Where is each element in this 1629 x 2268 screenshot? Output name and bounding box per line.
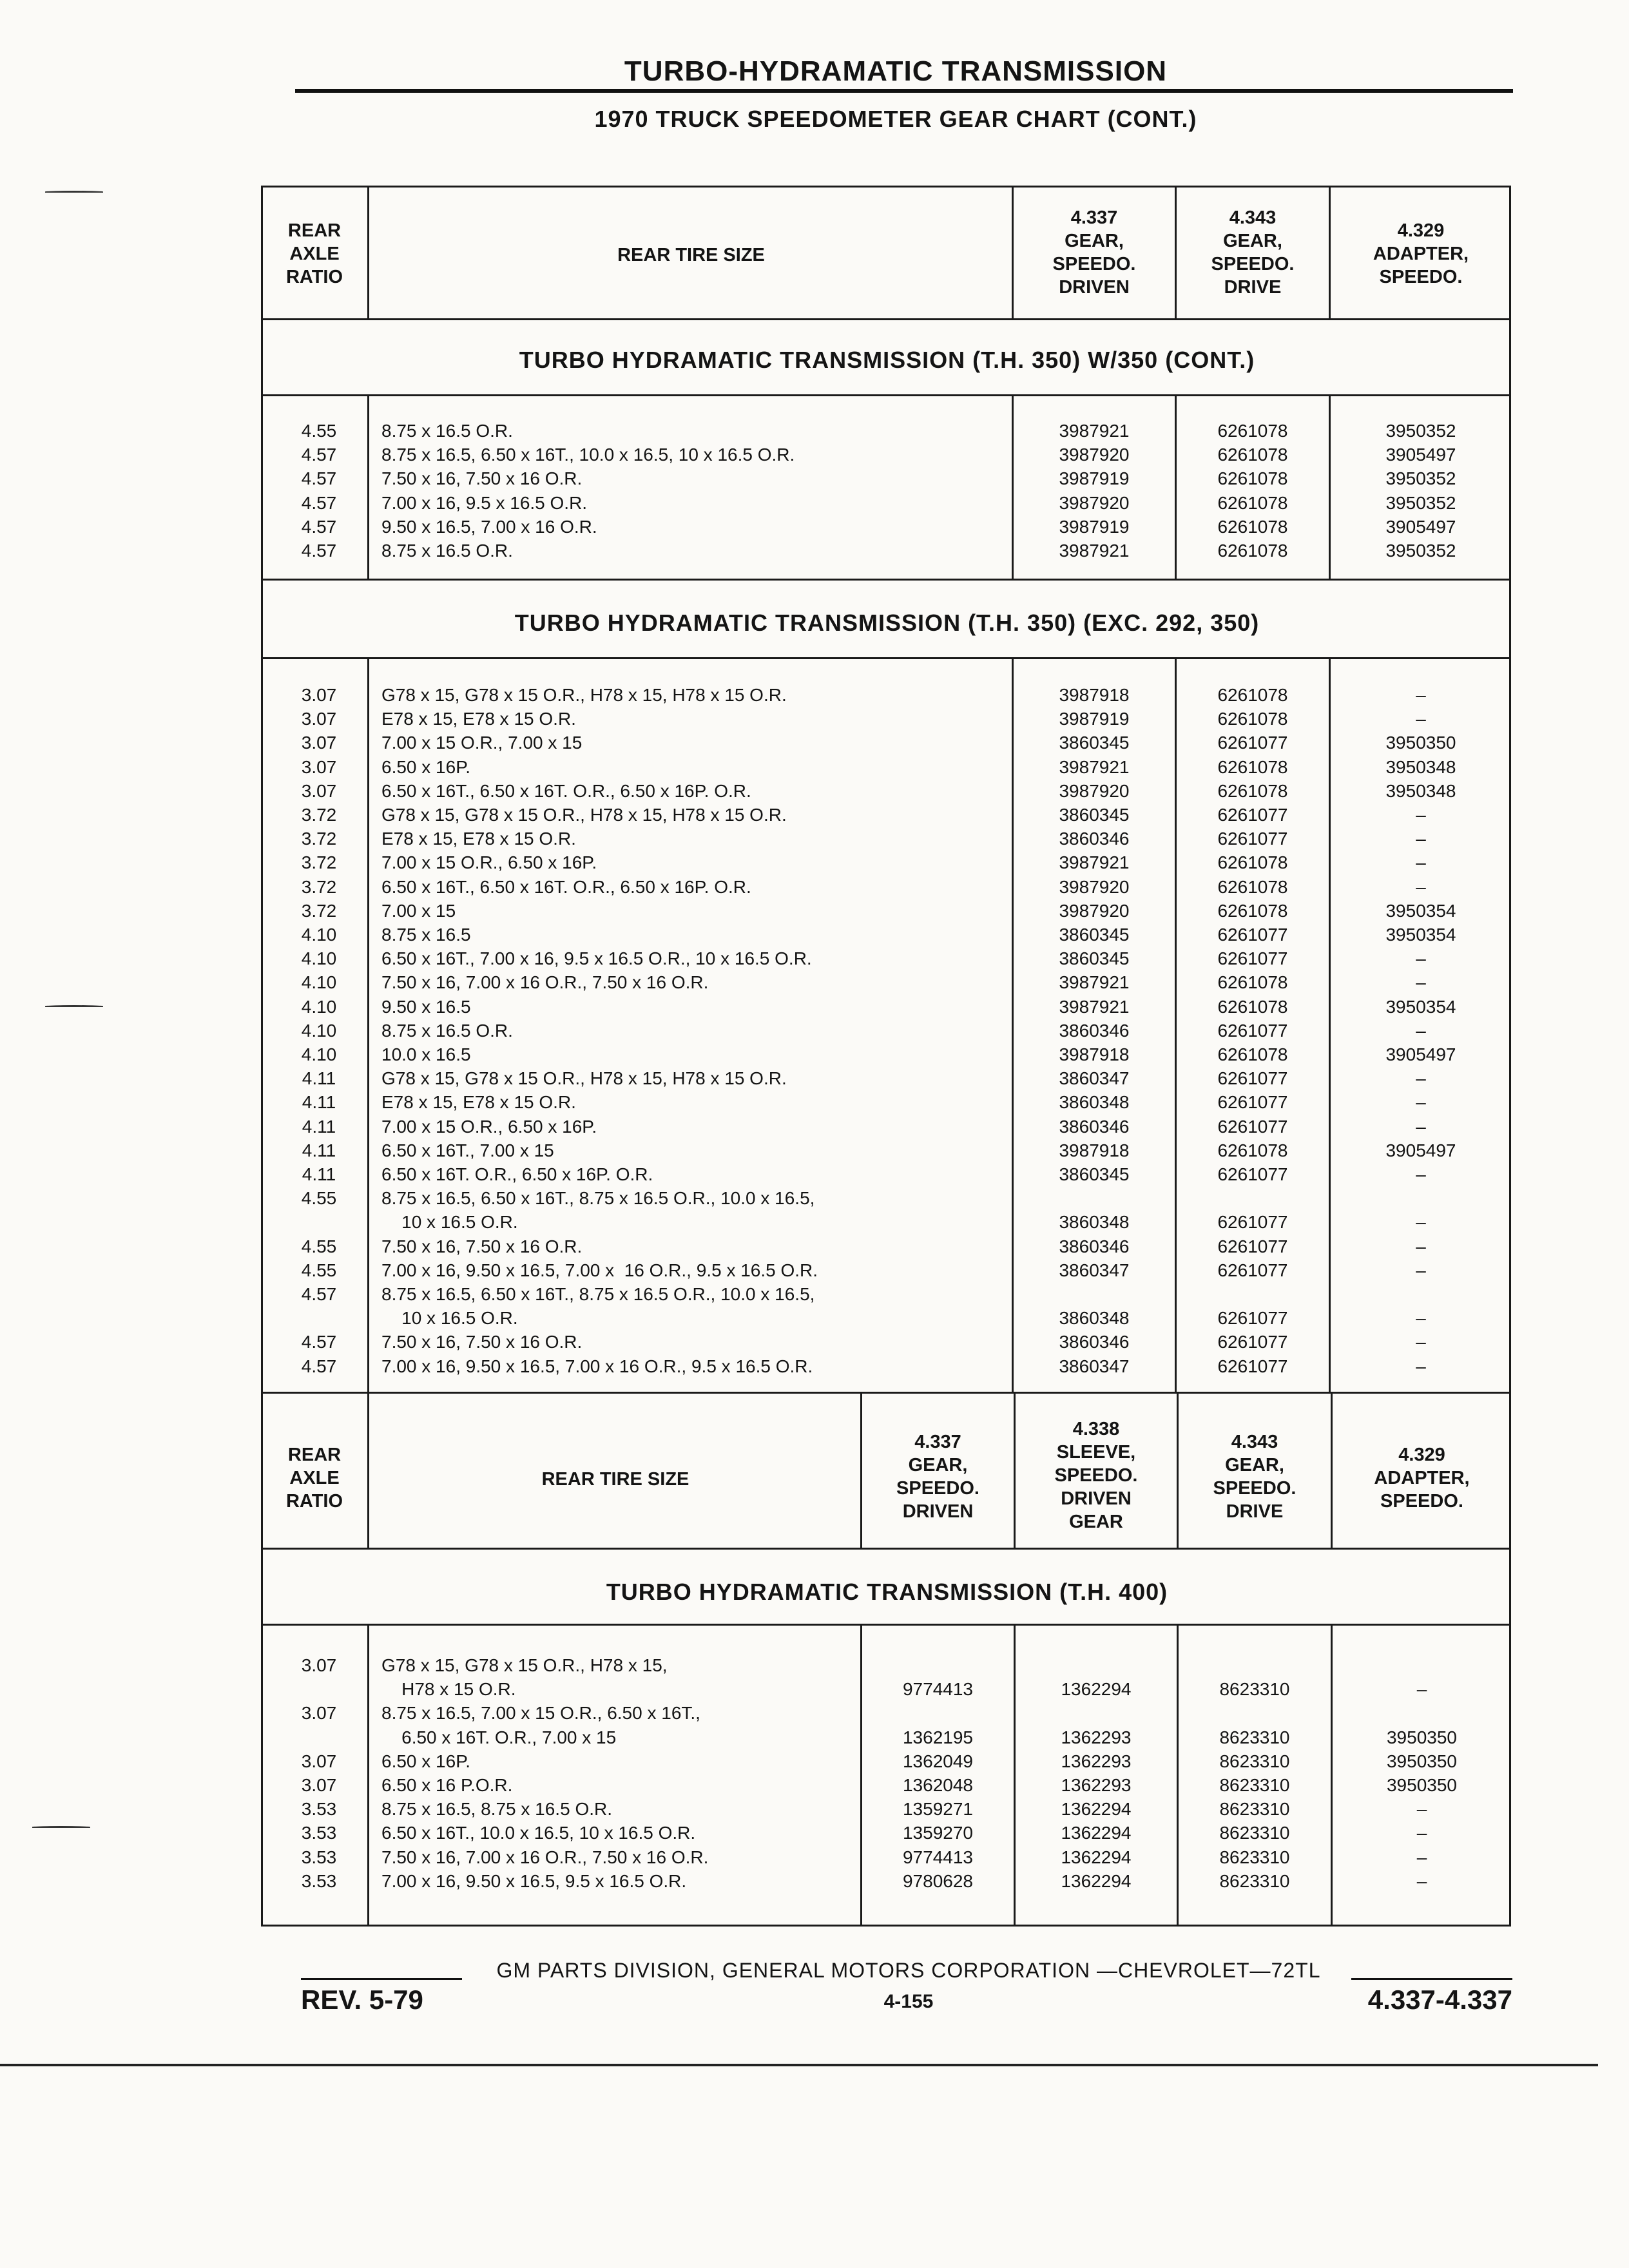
speedo-adapter-cell: – bbox=[1416, 1799, 1427, 1820]
speedo-driven-gear-cell: 1359271 bbox=[902, 1799, 973, 1820]
speedo-adapter-cell: 3950350 bbox=[1386, 1751, 1457, 1771]
axle-ratio-cell: 4.57 bbox=[301, 541, 337, 561]
table-rule bbox=[1177, 1392, 1179, 1548]
section-title-th400: TURBO HYDRAMATIC TRANSMISSION (T.H. 400) bbox=[606, 1579, 1168, 1605]
axle-ratio-cell: 3.07 bbox=[301, 1703, 337, 1724]
axle-ratio-cell: 4.10 bbox=[301, 925, 337, 945]
tire-size-cell: 9.50 x 16.5 bbox=[381, 996, 471, 1017]
table-rule bbox=[1331, 1392, 1333, 1548]
tire-size-cell: E78 x 15, E78 x 15 O.R. bbox=[381, 1092, 576, 1113]
tire-size-cell: 7.00 x 15 O.R., 6.50 x 16P. bbox=[381, 852, 597, 873]
speedo-drive-gear-cell: 6261077 bbox=[1217, 733, 1288, 753]
axle-ratio-cell: 4.57 bbox=[301, 1284, 337, 1304]
speedo-driven-gear-cell: 1362048 bbox=[902, 1775, 973, 1795]
speedo-adapter-cell: – bbox=[1416, 829, 1426, 849]
table-rule bbox=[367, 186, 369, 318]
axle-ratio-cell: 4.57 bbox=[301, 516, 337, 537]
speedo-drive-gear-cell: 6261077 bbox=[1217, 948, 1288, 969]
speedo-driven-gear-cell: 3987919 bbox=[1059, 709, 1130, 729]
speedo-driven-gear-cell: 3987921 bbox=[1059, 541, 1130, 561]
speedo-driven-gear-cell: 3987920 bbox=[1059, 492, 1130, 513]
speedo-drive-gear-cell: 6261078 bbox=[1217, 996, 1288, 1017]
speedo-driven-gear-cell: 1359270 bbox=[902, 1823, 973, 1843]
table-rule bbox=[1329, 186, 1331, 318]
speedo-drive-gear-cell: 6261078 bbox=[1217, 876, 1288, 897]
speedo-adapter-cell: – bbox=[1416, 1260, 1426, 1280]
speedo-drive-gear-cell: 6261078 bbox=[1217, 780, 1288, 801]
axle-ratio-cell: 3.72 bbox=[301, 876, 337, 897]
axle-ratio-cell: 3.07 bbox=[301, 709, 337, 729]
table-rule bbox=[860, 1392, 862, 1548]
table-rule bbox=[1329, 657, 1331, 1392]
speedo-driven-gear-cell: 9774413 bbox=[902, 1679, 973, 1700]
speedo-adapter-cell: 3950354 bbox=[1385, 900, 1456, 921]
axle-ratio-cell: 4.10 bbox=[301, 996, 337, 1017]
speedo-driven-gear-cell: 3860346 bbox=[1059, 1236, 1130, 1256]
tire-size-cell: E78 x 15, E78 x 15 O.R. bbox=[381, 709, 576, 729]
tire-size-cell: G78 x 15, G78 x 15 O.R., H78 x 15, H78 x 15 O.R. bbox=[381, 1068, 787, 1089]
table-rule bbox=[1177, 1624, 1179, 1927]
tire-size-cell: 7.00 x 16, 9.5 x 16.5 O.R. bbox=[381, 492, 588, 513]
speedo-drive-gear-cell: 6261078 bbox=[1217, 900, 1288, 921]
speedo-drive-gear-cell: 8623310 bbox=[1219, 1775, 1290, 1795]
speedo-adapter-cell: – bbox=[1416, 1870, 1427, 1891]
speedo-drive-gear-cell: 6261077 bbox=[1217, 925, 1288, 945]
speedo-driven-gear-cell: 9774413 bbox=[902, 1847, 973, 1867]
tire-size-cell: 6.50 x 16T., 10.0 x 16.5, 10 x 16.5 O.R. bbox=[381, 1823, 696, 1843]
tire-size-cell: 8.75 x 16.5, 8.75 x 16.5 O.R. bbox=[381, 1799, 612, 1820]
axle-ratio-cell: 3.53 bbox=[301, 1847, 337, 1867]
axle-ratio-cell: 3.53 bbox=[301, 1823, 337, 1843]
speedo-adapter-cell: – bbox=[1416, 1212, 1426, 1233]
axle-ratio-cell: 3.07 bbox=[301, 1655, 337, 1675]
speedo-driven-gear-cell: 3860345 bbox=[1059, 925, 1130, 945]
axle-ratio-cell: 4.11 bbox=[302, 1140, 336, 1160]
speedo-driven-gear-cell: 1362195 bbox=[902, 1727, 973, 1747]
speedo-driven-gear-cell: 3987920 bbox=[1059, 780, 1130, 801]
axle-ratio-cell: 4.55 bbox=[301, 421, 337, 441]
table-rule bbox=[1012, 186, 1014, 318]
tire-size-cell: 6.50 x 16T., 7.00 x 15 bbox=[381, 1140, 554, 1160]
axle-ratio-cell: 4.57 bbox=[301, 1356, 337, 1376]
speedo-driven-gear-cell: 3987921 bbox=[1059, 996, 1130, 1017]
table-rule bbox=[261, 1548, 1511, 1550]
table-rule bbox=[860, 1624, 862, 1927]
tire-size-cell: 8.75 x 16.5 O.R. bbox=[381, 1020, 513, 1041]
speedo-adapter-cell: 3950352 bbox=[1385, 541, 1456, 561]
speedo-driven-gear-cell: 3987920 bbox=[1059, 445, 1130, 465]
speedo-adapter-cell: – bbox=[1416, 805, 1426, 825]
speedo-adapter-cell: 3950348 bbox=[1385, 756, 1456, 777]
speedo-drive-gear-cell: 6261077 bbox=[1217, 1356, 1288, 1376]
table-rule bbox=[1012, 394, 1014, 579]
tire-size-cell: 7.00 x 16, 9.50 x 16.5, 7.00 x 16 O.R., 9.5 x 16.5 O.R. bbox=[381, 1260, 818, 1280]
axle-ratio-cell: 3.07 bbox=[301, 733, 337, 753]
table2-header-rear-tire-size: REAR TIRE SIZE bbox=[541, 1469, 689, 1490]
axle-ratio-cell: 4.10 bbox=[301, 1044, 337, 1064]
speedo-driven-gear-cell: 3860347 bbox=[1059, 1356, 1130, 1376]
tire-size-cell: 6.50 x 16P. bbox=[381, 1751, 471, 1771]
speedo-adapter-cell: – bbox=[1416, 1164, 1426, 1184]
tire-size-cell: 8.75 x 16.5 O.R. bbox=[381, 541, 513, 561]
speedo-adapter-cell: 3950350 bbox=[1386, 1727, 1457, 1747]
table-rule bbox=[1014, 1624, 1016, 1927]
speedo-driven-gear-cell: 9780628 bbox=[902, 1870, 973, 1891]
speedo-driven-gear-cell: 3860346 bbox=[1059, 1332, 1130, 1352]
speedo-adapter-cell: – bbox=[1416, 852, 1426, 873]
header-rear-axle-ratio: REAR AXLE RATIO bbox=[285, 220, 343, 287]
tire-size-cell: G78 x 15, G78 x 15 O.R., H78 x 15, bbox=[381, 1655, 668, 1675]
tire-size-cell: 6.50 x 16 P.O.R. bbox=[381, 1775, 513, 1795]
binder-mark bbox=[45, 191, 103, 193]
section-title-th350-w350: TURBO HYDRAMATIC TRANSMISSION (T.H. 350) W/350 (CONT.) bbox=[519, 347, 1255, 373]
speedo-drive-gear-cell: 8623310 bbox=[1219, 1799, 1290, 1820]
chart-subtitle: 1970 TRUCK SPEEDOMETER GEAR CHART (CONT.) bbox=[594, 106, 1197, 132]
tire-size-cell: 6.50 x 16T., 6.50 x 16T. O.R., 6.50 x 16P. O.R. bbox=[381, 876, 751, 897]
header-adapter-speedo: 4.329 ADAPTER, SPEEDO. bbox=[1373, 220, 1469, 287]
table2-header-sleeve-speedo-driven-gear: 4.338 SLEEVE, SPEEDO. DRIVEN GEAR bbox=[1054, 1419, 1138, 1532]
axle-ratio-cell: 4.57 bbox=[301, 445, 337, 465]
speedo-adapter-cell: – bbox=[1416, 972, 1426, 993]
speedo-drive-gear-cell: 6261077 bbox=[1217, 1020, 1288, 1041]
table2-header-adapter-speedo: 4.329 ADAPTER, SPEEDO. bbox=[1374, 1445, 1470, 1512]
footer-rule-right bbox=[1351, 1978, 1512, 1980]
tire-size-cell: 8.75 x 16.5 O.R. bbox=[381, 421, 513, 441]
axle-ratio-cell: 3.72 bbox=[301, 852, 337, 873]
tire-size-cell: 7.50 x 16, 7.00 x 16 O.R., 7.50 x 16 O.R. bbox=[381, 1847, 709, 1867]
axle-ratio-cell: 3.07 bbox=[301, 780, 337, 801]
binder-mark bbox=[32, 1826, 90, 1828]
tire-size-cell: 10.0 x 16.5 bbox=[381, 1044, 471, 1064]
speedo-driven-gear-cell: 3987919 bbox=[1059, 468, 1130, 489]
speedo-sleeve-cell: 1362294 bbox=[1061, 1799, 1132, 1820]
table-rule bbox=[367, 394, 369, 579]
tire-size-cell: 6.50 x 16P. bbox=[381, 756, 471, 777]
tire-size-cell: 6.50 x 16T., 6.50 x 16T. O.R., 6.50 x 16P. O.R. bbox=[381, 780, 751, 801]
speedo-driven-gear-cell: 3860347 bbox=[1059, 1260, 1130, 1280]
speedo-drive-gear-cell: 6261078 bbox=[1217, 709, 1288, 729]
speedo-driven-gear-cell: 3987921 bbox=[1059, 852, 1130, 873]
axle-ratio-cell: 4.11 bbox=[302, 1116, 336, 1137]
speedo-adapter-cell: – bbox=[1416, 709, 1426, 729]
table-rule bbox=[261, 394, 1511, 396]
tire-size-cell: 7.00 x 16, 9.50 x 16.5, 9.5 x 16.5 O.R. bbox=[381, 1870, 687, 1891]
speedo-drive-gear-cell: 6261078 bbox=[1217, 685, 1288, 705]
table2-header-rear-axle-ratio: REAR AXLE RATIO bbox=[285, 1445, 343, 1512]
axle-ratio-cell: 3.07 bbox=[301, 756, 337, 777]
table-rule bbox=[367, 1392, 369, 1548]
tire-size-cell: 10 x 16.5 O.R. bbox=[381, 1212, 518, 1233]
speedo-driven-gear-cell: 3860348 bbox=[1059, 1212, 1130, 1233]
axle-ratio-cell: 4.11 bbox=[302, 1092, 336, 1113]
speedo-driven-gear-cell: 3987921 bbox=[1059, 756, 1130, 777]
speedo-drive-gear-cell: 6261077 bbox=[1217, 1236, 1288, 1256]
speedo-adapter-cell: 3950354 bbox=[1385, 996, 1456, 1017]
table-rule bbox=[1175, 186, 1177, 318]
speedo-drive-gear-cell: 6261077 bbox=[1217, 1212, 1288, 1233]
axle-ratio-cell: 3.53 bbox=[301, 1870, 337, 1891]
axle-ratio-cell: 3.07 bbox=[301, 1775, 337, 1795]
speedo-drive-gear-cell: 8623310 bbox=[1219, 1727, 1290, 1747]
speedo-drive-gear-cell: 6261078 bbox=[1217, 468, 1288, 489]
speedo-driven-gear-cell: 3987918 bbox=[1059, 1140, 1130, 1160]
speedo-adapter-cell: – bbox=[1416, 1308, 1426, 1329]
speedo-sleeve-cell: 1362293 bbox=[1061, 1727, 1132, 1747]
table-rule bbox=[1331, 1624, 1333, 1927]
speedo-adapter-cell: 3950352 bbox=[1385, 468, 1456, 489]
table-rule bbox=[261, 579, 1511, 581]
axle-ratio-cell: 4.57 bbox=[301, 1332, 337, 1352]
tire-size-cell: G78 x 15, G78 x 15 O.R., H78 x 15, H78 x 15 O.R. bbox=[381, 805, 787, 825]
speedo-drive-gear-cell: 6261078 bbox=[1217, 516, 1288, 537]
speedo-sleeve-cell: 1362294 bbox=[1061, 1823, 1132, 1843]
title-rule bbox=[295, 89, 1513, 93]
table-rule bbox=[261, 1624, 1511, 1626]
footer-publisher: GM PARTS DIVISION, GENERAL MOTORS CORPORATION —CHEVROLET—72TL bbox=[496, 1959, 1321, 1982]
tire-size-cell: 9.50 x 16.5, 7.00 x 16 O.R. bbox=[381, 516, 597, 537]
speedo-adapter-cell: 3905497 bbox=[1385, 445, 1456, 465]
table-rule bbox=[1014, 1392, 1016, 1548]
tire-size-cell: 7.50 x 16, 7.50 x 16 O.R. bbox=[381, 1236, 583, 1256]
speedo-driven-gear-cell: 3987921 bbox=[1059, 972, 1130, 993]
tire-size-cell: 8.75 x 16.5, 7.00 x 15 O.R., 6.50 x 16T., bbox=[381, 1703, 700, 1724]
table2-header-gear-speedo-driven: 4.337 GEAR, SPEEDO. DRIVEN bbox=[896, 1432, 979, 1522]
tire-size-cell: 7.00 x 16, 9.50 x 16.5, 7.00 x 16 O.R., 9.5 x 16.5 O.R. bbox=[381, 1356, 813, 1376]
table-rule bbox=[1012, 657, 1014, 1392]
axle-ratio-cell: 4.57 bbox=[301, 492, 337, 513]
speedo-sleeve-cell: 1362293 bbox=[1061, 1775, 1132, 1795]
speedo-adapter-cell: – bbox=[1416, 1356, 1426, 1376]
speedo-drive-gear-cell: 6261077 bbox=[1217, 805, 1288, 825]
speedo-adapter-cell: – bbox=[1416, 1068, 1426, 1089]
page-title: TURBO-HYDRAMATIC TRANSMISSION bbox=[624, 55, 1168, 87]
axle-ratio-cell: 3.72 bbox=[301, 900, 337, 921]
table2-header-gear-speedo-drive: 4.343 GEAR, SPEEDO. DRIVE bbox=[1213, 1432, 1296, 1522]
table-rule bbox=[1329, 394, 1331, 579]
speedo-adapter-cell: – bbox=[1416, 1847, 1427, 1867]
table-rule bbox=[261, 657, 1511, 659]
tire-size-cell: 6.50 x 16T. O.R., 6.50 x 16P. O.R. bbox=[381, 1164, 653, 1184]
speedo-drive-gear-cell: 6261077 bbox=[1217, 1164, 1288, 1184]
tire-size-cell: 7.00 x 15 O.R., 7.00 x 15 bbox=[381, 733, 583, 753]
speedo-driven-gear-cell: 3860347 bbox=[1059, 1068, 1130, 1089]
tire-size-cell: 7.50 x 16, 7.00 x 16 O.R., 7.50 x 16 O.R. bbox=[381, 972, 709, 993]
speedo-sleeve-cell: 1362294 bbox=[1061, 1679, 1132, 1700]
tire-size-cell: 8.75 x 16.5, 6.50 x 16T., 10.0 x 16.5, 10 x 16.5 O.R. bbox=[381, 445, 795, 465]
speedo-drive-gear-cell: 6261077 bbox=[1217, 1308, 1288, 1329]
axle-ratio-cell: 3.72 bbox=[301, 805, 337, 825]
footer-revision: REV. 5-79 bbox=[301, 1984, 423, 2015]
table-rule bbox=[1175, 394, 1177, 579]
speedo-driven-gear-cell: 3860345 bbox=[1059, 948, 1130, 969]
tire-size-cell: 8.75 x 16.5, 6.50 x 16T., 8.75 x 16.5 O.R., 10.0 x 16.5, bbox=[381, 1284, 815, 1304]
speedo-driven-gear-cell: 3860348 bbox=[1059, 1092, 1130, 1113]
speedo-adapter-cell: – bbox=[1416, 1092, 1426, 1113]
axle-ratio-cell: 4.10 bbox=[301, 1020, 337, 1041]
axle-ratio-cell: 4.10 bbox=[301, 972, 337, 993]
axle-ratio-cell: 3.53 bbox=[301, 1799, 337, 1820]
speedo-adapter-cell: – bbox=[1416, 1020, 1426, 1041]
table-rule bbox=[367, 657, 369, 1392]
speedo-sleeve-cell: 1362294 bbox=[1061, 1847, 1132, 1867]
speedo-adapter-cell: 3950352 bbox=[1385, 421, 1456, 441]
axle-ratio-cell: 4.11 bbox=[302, 1068, 336, 1089]
speedo-drive-gear-cell: 6261077 bbox=[1217, 1332, 1288, 1352]
speedo-adapter-cell: 3950352 bbox=[1385, 492, 1456, 513]
speedo-drive-gear-cell: 6261078 bbox=[1217, 421, 1288, 441]
speedo-adapter-cell: – bbox=[1416, 1236, 1426, 1256]
axle-ratio-cell: 3.07 bbox=[301, 685, 337, 705]
speedo-sleeve-cell: 1362294 bbox=[1061, 1870, 1132, 1891]
speedo-driven-gear-cell: 3860346 bbox=[1059, 1116, 1130, 1137]
speedo-drive-gear-cell: 6261078 bbox=[1217, 541, 1288, 561]
speedo-drive-gear-cell: 6261078 bbox=[1217, 852, 1288, 873]
tire-size-cell: 10 x 16.5 O.R. bbox=[381, 1308, 518, 1329]
speedo-drive-gear-cell: 6261077 bbox=[1217, 829, 1288, 849]
axle-ratio-cell: 4.55 bbox=[301, 1236, 337, 1256]
speedo-adapter-cell: 3905497 bbox=[1385, 1140, 1456, 1160]
tire-size-cell: 8.75 x 16.5 bbox=[381, 925, 471, 945]
speedo-adapter-cell: – bbox=[1416, 1679, 1427, 1700]
speedo-drive-gear-cell: 6261077 bbox=[1217, 1092, 1288, 1113]
tire-size-cell: 8.75 x 16.5, 6.50 x 16T., 8.75 x 16.5 O.R., 10.0 x 16.5, bbox=[381, 1188, 815, 1209]
axle-ratio-cell: 4.55 bbox=[301, 1188, 337, 1209]
speedo-driven-gear-cell: 1362049 bbox=[902, 1751, 973, 1771]
speedo-adapter-cell: – bbox=[1416, 1332, 1426, 1352]
speedo-drive-gear-cell: 6261077 bbox=[1217, 1260, 1288, 1280]
speedo-adapter-cell: – bbox=[1416, 1116, 1426, 1137]
tire-size-cell: 7.00 x 15 O.R., 6.50 x 16P. bbox=[381, 1116, 597, 1137]
axle-ratio-cell: 4.10 bbox=[301, 948, 337, 969]
speedo-driven-gear-cell: 3860345 bbox=[1059, 805, 1130, 825]
tire-size-cell: E78 x 15, E78 x 15 O.R. bbox=[381, 829, 576, 849]
speedo-drive-gear-cell: 6261077 bbox=[1217, 1068, 1288, 1089]
speedo-drive-gear-cell: 8623310 bbox=[1219, 1751, 1290, 1771]
speedo-adapter-cell: 3950350 bbox=[1385, 733, 1456, 753]
speedo-driven-gear-cell: 3987920 bbox=[1059, 900, 1130, 921]
speedo-adapter-cell: 3905497 bbox=[1385, 516, 1456, 537]
speedo-adapter-cell: 3950350 bbox=[1386, 1775, 1457, 1795]
speedo-adapter-cell: 3950348 bbox=[1385, 780, 1456, 801]
speedo-drive-gear-cell: 8623310 bbox=[1219, 1823, 1290, 1843]
tire-size-cell: H78 x 15 O.R. bbox=[381, 1679, 516, 1700]
table-rule bbox=[261, 1392, 1511, 1394]
speedo-driven-gear-cell: 3860348 bbox=[1059, 1308, 1130, 1329]
speedo-adapter-cell: 3950354 bbox=[1385, 925, 1456, 945]
speedo-adapter-cell: – bbox=[1416, 948, 1426, 969]
speedo-driven-gear-cell: 3860346 bbox=[1059, 1020, 1130, 1041]
speedo-driven-gear-cell: 3987919 bbox=[1059, 516, 1130, 537]
axle-ratio-cell: 3.07 bbox=[301, 1751, 337, 1771]
footer-section-code: 4.337-4.337 bbox=[1367, 1984, 1512, 2015]
speedo-driven-gear-cell: 3987918 bbox=[1059, 685, 1130, 705]
axle-ratio-cell: 4.55 bbox=[301, 1260, 337, 1280]
table-rule bbox=[367, 1624, 369, 1927]
table-rule bbox=[261, 318, 1511, 320]
speedo-drive-gear-cell: 8623310 bbox=[1219, 1870, 1290, 1891]
speedo-drive-gear-cell: 6261078 bbox=[1217, 445, 1288, 465]
header-rear-tire-size: REAR TIRE SIZE bbox=[617, 245, 765, 265]
speedo-drive-gear-cell: 6261078 bbox=[1217, 972, 1288, 993]
section-title-th350-exc: TURBO HYDRAMATIC TRANSMISSION (T.H. 350) (EXC. 292, 350) bbox=[514, 610, 1260, 636]
speedo-driven-gear-cell: 3860346 bbox=[1059, 829, 1130, 849]
speedo-adapter-cell: – bbox=[1416, 876, 1426, 897]
table-rule bbox=[1175, 657, 1177, 1392]
tire-size-cell: 7.50 x 16, 7.50 x 16 O.R. bbox=[381, 468, 583, 489]
speedo-drive-gear-cell: 6261078 bbox=[1217, 1140, 1288, 1160]
speedo-drive-gear-cell: 6261078 bbox=[1217, 1044, 1288, 1064]
tire-size-cell: G78 x 15, G78 x 15 O.R., H78 x 15, H78 x 15 O.R. bbox=[381, 685, 787, 705]
tire-size-cell: 7.50 x 16, 7.50 x 16 O.R. bbox=[381, 1332, 583, 1352]
header-gear-speedo-drive: 4.343 GEAR, SPEEDO. DRIVE bbox=[1211, 207, 1295, 298]
speedo-driven-gear-cell: 3987920 bbox=[1059, 876, 1130, 897]
speedo-drive-gear-cell: 6261078 bbox=[1217, 756, 1288, 777]
speedo-sleeve-cell: 1362293 bbox=[1061, 1751, 1132, 1771]
tire-size-cell: 6.50 x 16T., 7.00 x 16, 9.5 x 16.5 O.R., 10 x 16.5 O.R. bbox=[381, 948, 812, 969]
speedo-drive-gear-cell: 8623310 bbox=[1219, 1679, 1290, 1700]
speedo-driven-gear-cell: 3860345 bbox=[1059, 733, 1130, 753]
speedo-adapter-cell: – bbox=[1416, 1823, 1427, 1843]
axle-ratio-cell: 3.72 bbox=[301, 829, 337, 849]
speedo-adapter-cell: – bbox=[1416, 685, 1426, 705]
speedo-driven-gear-cell: 3860345 bbox=[1059, 1164, 1130, 1184]
header-gear-speedo-driven: 4.337 GEAR, SPEEDO. DRIVEN bbox=[1052, 207, 1136, 298]
axle-ratio-cell: 4.11 bbox=[302, 1164, 336, 1184]
speedo-drive-gear-cell: 6261077 bbox=[1217, 1116, 1288, 1137]
tire-size-cell: 7.00 x 15 bbox=[381, 900, 456, 921]
tire-size-cell: 6.50 x 16T. O.R., 7.00 x 15 bbox=[381, 1727, 617, 1747]
speedo-driven-gear-cell: 3987921 bbox=[1059, 421, 1130, 441]
binder-mark bbox=[45, 1005, 103, 1007]
page-bottom-rule bbox=[0, 2064, 1598, 2066]
speedo-driven-gear-cell: 3987918 bbox=[1059, 1044, 1130, 1064]
speedo-adapter-cell: 3905497 bbox=[1385, 1044, 1456, 1064]
footer-rule-left bbox=[301, 1978, 462, 1980]
speedo-drive-gear-cell: 6261078 bbox=[1217, 492, 1288, 513]
axle-ratio-cell: 4.57 bbox=[301, 468, 337, 489]
footer-page-number: 4-155 bbox=[883, 1991, 934, 2012]
speedo-drive-gear-cell: 8623310 bbox=[1219, 1847, 1290, 1867]
